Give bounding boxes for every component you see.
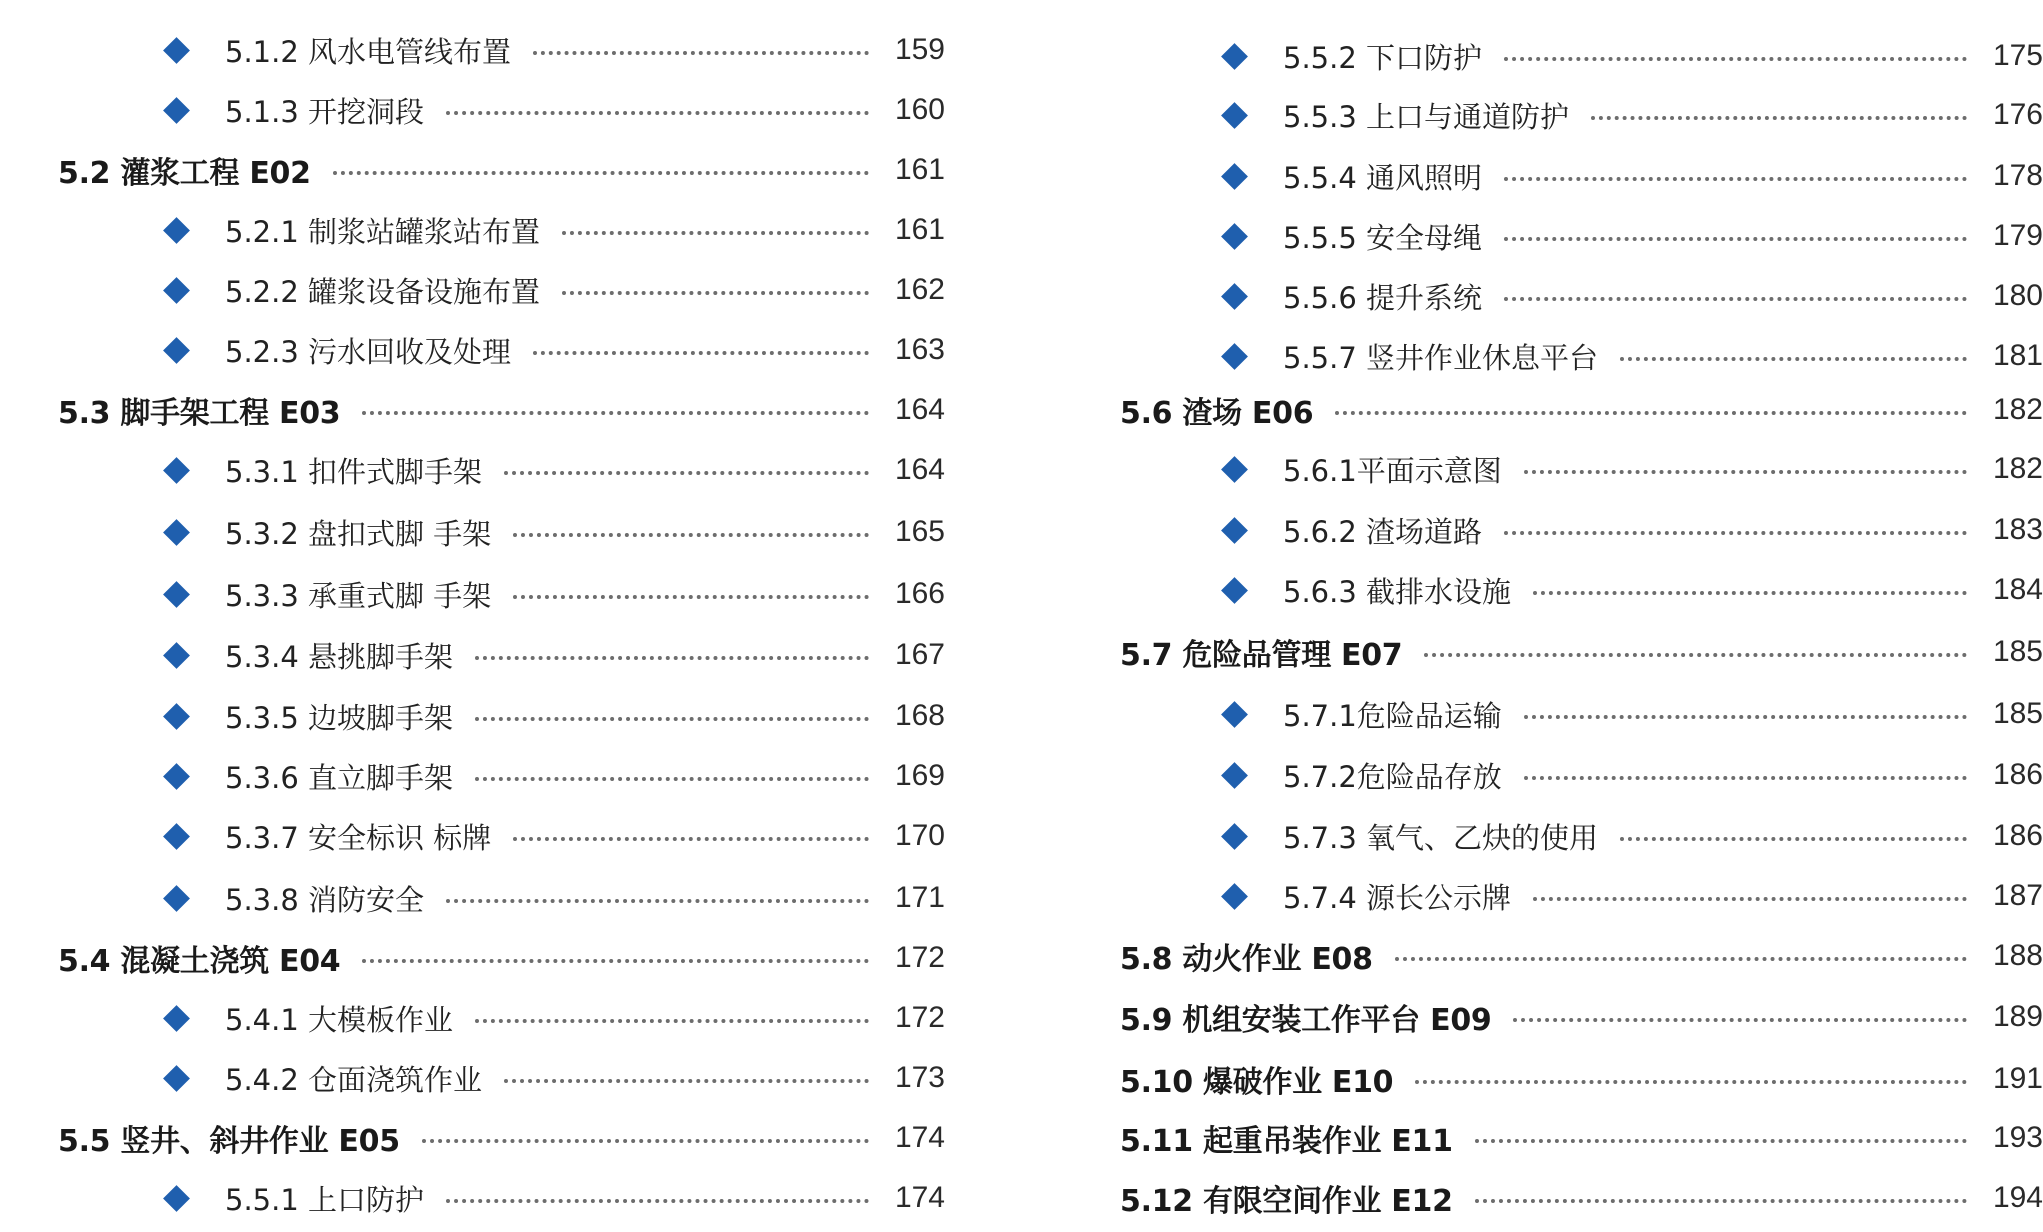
dot-leader [475,717,869,721]
diamond-bullet-icon [163,217,190,244]
diamond-bullet-icon [1221,883,1248,910]
toc-page-number: 179 [1992,219,2043,252]
toc-subsection-entry[interactable] [0,265,960,315]
diamond-bullet-icon [163,885,190,912]
dot-leader [475,777,869,781]
toc-page-number: 185 [1992,697,2043,730]
toc-page-number: 181 [1992,339,2043,372]
toc-page-number: 183 [1992,513,2043,546]
dot-leader [333,171,869,175]
toc-subsection-entry[interactable] [0,569,960,619]
toc-entry-title: 5.9 机组安装工作平台 E09 [1120,1003,1492,1038]
toc-page-number: 186 [1992,758,2043,791]
toc-section-entry[interactable] [1100,1173,2043,1223]
dot-leader [475,656,869,660]
toc-page-number: 161 [894,153,945,186]
toc-entry-title: 5.3.1 扣件式脚手架 [225,454,483,489]
toc-column-right [1100,0,2043,1232]
toc-section-entry[interactable] [1100,385,2043,435]
dot-leader [1475,1139,1967,1143]
diamond-bullet-icon [163,97,190,124]
toc-page-number: 168 [894,699,945,732]
toc-entry-title: 5.5.7 竖井作业休息平台 [1283,340,1599,375]
toc-page-number: 161 [894,213,945,246]
toc-column-left [0,0,960,1232]
dot-leader [504,471,869,475]
dot-leader [1504,531,1967,535]
toc-page-number: 175 [1992,39,2043,72]
toc-entry-title: 5.6.2 渣场道路 [1283,514,1483,549]
toc-entry-title: 5.5.3 上口与通道防护 [1283,99,1570,134]
diamond-bullet-icon [1221,43,1248,70]
toc-entry-title: 5.5.4 通风照明 [1283,160,1483,195]
dot-leader [1533,591,1967,595]
toc-subsection-entry[interactable] [0,205,960,255]
dot-leader [1533,897,1967,901]
dot-leader [1620,357,1967,361]
toc-entry-title: 5.3 脚手架工程 E03 [58,396,341,431]
toc-subsection-entry[interactable] [1100,750,2043,800]
diamond-bullet-icon [1221,163,1248,190]
toc-subsection-entry[interactable] [1100,211,2043,261]
toc-subsection-entry[interactable] [1100,505,2043,555]
toc-subsection-entry[interactable] [1100,871,2043,921]
toc-subsection-entry[interactable] [0,993,960,1043]
toc-section-entry[interactable] [0,145,960,195]
toc-subsection-entry[interactable] [1100,444,2043,494]
diamond-bullet-icon [163,1005,190,1032]
diamond-bullet-icon [163,1065,190,1092]
toc-entry-title: 5.7.4 源长公示牌 [1283,880,1512,915]
dot-leader [446,899,869,903]
toc-entry-title: 5.7.3 氧气、乙炔的使用 [1283,820,1599,855]
dot-leader [533,51,869,55]
dot-leader [475,1019,869,1023]
dot-leader [446,111,869,115]
toc-entry-title: 5.7 危险品管理 E07 [1120,638,1403,673]
diamond-bullet-icon [1221,456,1248,483]
toc-entry-title: 5.3.4 悬挑脚手架 [225,639,454,674]
toc-page-number: 176 [1992,98,2043,131]
toc-subsection-entry[interactable] [1100,331,2043,381]
diamond-bullet-icon [163,519,190,546]
toc-section-entry[interactable] [1100,931,2043,981]
toc-subsection-entry[interactable] [1100,271,2043,321]
toc-subsection-entry[interactable] [0,811,960,861]
toc-entry-title: 5.1.2 风水电管线布置 [225,34,512,69]
dot-leader [1620,837,1967,841]
toc-page-number: 166 [894,577,945,610]
toc-subsection-entry[interactable] [1100,689,2043,739]
dot-leader [1524,470,1967,474]
toc-entry-title: 5.4.2 仓面浇筑作业 [225,1062,483,1097]
dot-leader [422,1139,869,1143]
toc-page-number: 184 [1992,573,2043,606]
toc-subsection-entry[interactable] [0,1173,960,1223]
diamond-bullet-icon [163,642,190,669]
toc-page-number: 182 [1992,452,2043,485]
toc-subsection-entry[interactable] [1100,811,2043,861]
toc-page-number: 185 [1992,635,2043,668]
toc-subsection-entry[interactable] [0,85,960,135]
toc-page-number: 163 [894,333,945,366]
dot-leader [1504,177,1967,181]
diamond-bullet-icon [163,581,190,608]
toc-page-number: 164 [894,393,945,426]
diamond-bullet-icon [1221,343,1248,370]
toc-subsection-entry[interactable] [1100,90,2043,140]
toc-section-entry[interactable] [1100,1113,2043,1163]
toc-page-number: 169 [894,759,945,792]
toc-section-entry[interactable] [0,1113,960,1163]
diamond-bullet-icon [1221,517,1248,544]
dot-leader [1524,776,1967,780]
toc-page-number: 165 [894,515,945,548]
diamond-bullet-icon [163,763,190,790]
toc-page-number: 180 [1992,279,2043,312]
toc-subsection-entry[interactable] [1100,31,2043,81]
toc-page-number: 182 [1992,393,2043,426]
toc-entry-title: 5.6.1平面示意图 [1283,453,1502,488]
toc-page-number: 167 [894,638,945,671]
toc-page-number: 191 [1992,1062,2043,1095]
toc-entry-title: 5.7.1危险品运输 [1283,698,1502,733]
toc-page-number: 173 [894,1061,945,1094]
dot-leader [513,595,869,599]
diamond-bullet-icon [1221,283,1248,310]
dot-leader [1415,1080,1967,1084]
toc-page-number: 188 [1992,939,2043,972]
dot-leader [1504,237,1967,241]
toc-entry-title: 5.2 灌浆工程 E02 [58,156,311,191]
dot-leader [513,837,869,841]
toc-entry-title: 5.5.1 上口防护 [225,1182,425,1217]
diamond-bullet-icon [1221,762,1248,789]
dot-leader [562,231,869,235]
diamond-bullet-icon [1221,102,1248,129]
toc-entry-title: 5.2.2 罐浆设备设施布置 [225,274,541,309]
toc-subsection-entry[interactable] [0,25,960,75]
toc-page-number: 160 [894,93,945,126]
dot-leader [1504,297,1967,301]
diamond-bullet-icon [163,457,190,484]
dot-leader [562,291,869,295]
diamond-bullet-icon [1221,823,1248,850]
dot-leader [533,351,869,355]
toc-subsection-entry[interactable] [0,325,960,375]
diamond-bullet-icon [163,823,190,850]
diamond-bullet-icon [163,37,190,64]
dot-leader [1335,411,1967,415]
toc-entry-title: 5.5.6 提升系统 [1283,280,1483,315]
dot-leader [1504,57,1967,61]
toc-entry-title: 5.6.3 截排水设施 [1283,574,1512,609]
toc-entry-title: 5.3.3 承重式脚 手架 [225,578,492,613]
diamond-bullet-icon [163,337,190,364]
toc-entry-title: 5.11 起重吊装作业 E11 [1120,1124,1453,1159]
toc-section-entry[interactable] [1100,1054,2043,1104]
dot-leader [446,1199,869,1203]
toc-page-number: 172 [894,941,945,974]
toc-entry-title: 5.4.1 大模板作业 [225,1002,454,1037]
toc-page-number: 186 [1992,819,2043,852]
dot-leader [1475,1199,1967,1203]
toc-entry-title: 5.3.8 消防安全 [225,882,425,917]
dot-leader [513,533,869,537]
diamond-bullet-icon [163,277,190,304]
dot-leader [362,959,869,963]
toc-entry-title: 5.5 竖井、斜井作业 E05 [58,1124,400,1159]
toc-page-number: 174 [894,1121,945,1154]
toc-entry-title: 5.4 混凝土浇筑 E04 [58,944,341,979]
toc-subsection-entry[interactable] [0,691,960,741]
toc-subsection-entry[interactable] [0,630,960,680]
toc-subsection-entry[interactable] [0,445,960,495]
toc-entry-title: 5.2.1 制浆站罐浆站布置 [225,214,541,249]
toc-entry-title: 5.6 渣场 E06 [1120,396,1314,431]
toc-page-number: 178 [1992,159,2043,192]
toc-entry-title: 5.3.2 盘扣式脚 手架 [225,516,492,551]
toc-page-number: 171 [894,881,945,914]
toc-subsection-entry[interactable] [0,507,960,557]
diamond-bullet-icon [1221,701,1248,728]
toc-subsection-entry[interactable] [0,873,960,923]
diamond-bullet-icon [163,703,190,730]
toc-entry-title: 5.5.2 下口防护 [1283,40,1483,75]
toc-page-number: 193 [1992,1121,2043,1154]
toc-section-entry[interactable] [0,933,960,983]
toc-entry-title: 5.5.5 安全母绳 [1283,220,1483,255]
toc-page-number: 174 [894,1181,945,1214]
toc-entry-title: 5.10 爆破作业 E10 [1120,1065,1394,1100]
toc-subsection-entry[interactable] [0,1053,960,1103]
toc-entry-title: 5.8 动火作业 E08 [1120,942,1373,977]
dot-leader [1395,957,1967,961]
toc-page-number: 159 [894,33,945,66]
toc-section-entry[interactable] [1100,627,2043,677]
dot-leader [1424,653,1967,657]
dot-leader [1513,1018,1967,1022]
toc-subsection-entry[interactable] [1100,151,2043,201]
toc-page-number: 189 [1992,1000,2043,1033]
toc-page-number: 170 [894,819,945,852]
toc-entry-title: 5.3.7 安全标识 标牌 [225,820,492,855]
toc-subsection-entry[interactable] [0,751,960,801]
toc-entry-title: 5.3.6 直立脚手架 [225,760,454,795]
toc-section-entry[interactable] [1100,992,2043,1042]
dot-leader [504,1079,869,1083]
diamond-bullet-icon [1221,577,1248,604]
toc-page-number: 162 [894,273,945,306]
toc-entry-title: 5.3.5 边坡脚手架 [225,700,454,735]
dot-leader [1591,116,1967,120]
toc-section-entry[interactable] [0,385,960,435]
toc-page-number: 164 [894,453,945,486]
toc-subsection-entry[interactable] [1100,565,2043,615]
toc-entry-title: 5.12 有限空间作业 E12 [1120,1184,1453,1219]
toc-page-number: 172 [894,1001,945,1034]
dot-leader [1524,715,1967,719]
toc-entry-title: 5.1.3 开挖洞段 [225,94,425,129]
diamond-bullet-icon [163,1185,190,1212]
toc-entry-title: 5.2.3 污水回收及处理 [225,334,512,369]
toc-entry-title: 5.7.2危险品存放 [1283,759,1502,794]
toc-page-number: 194 [1992,1181,2043,1214]
toc-page-number: 187 [1992,879,2043,912]
diamond-bullet-icon [1221,223,1248,250]
dot-leader [362,411,869,415]
